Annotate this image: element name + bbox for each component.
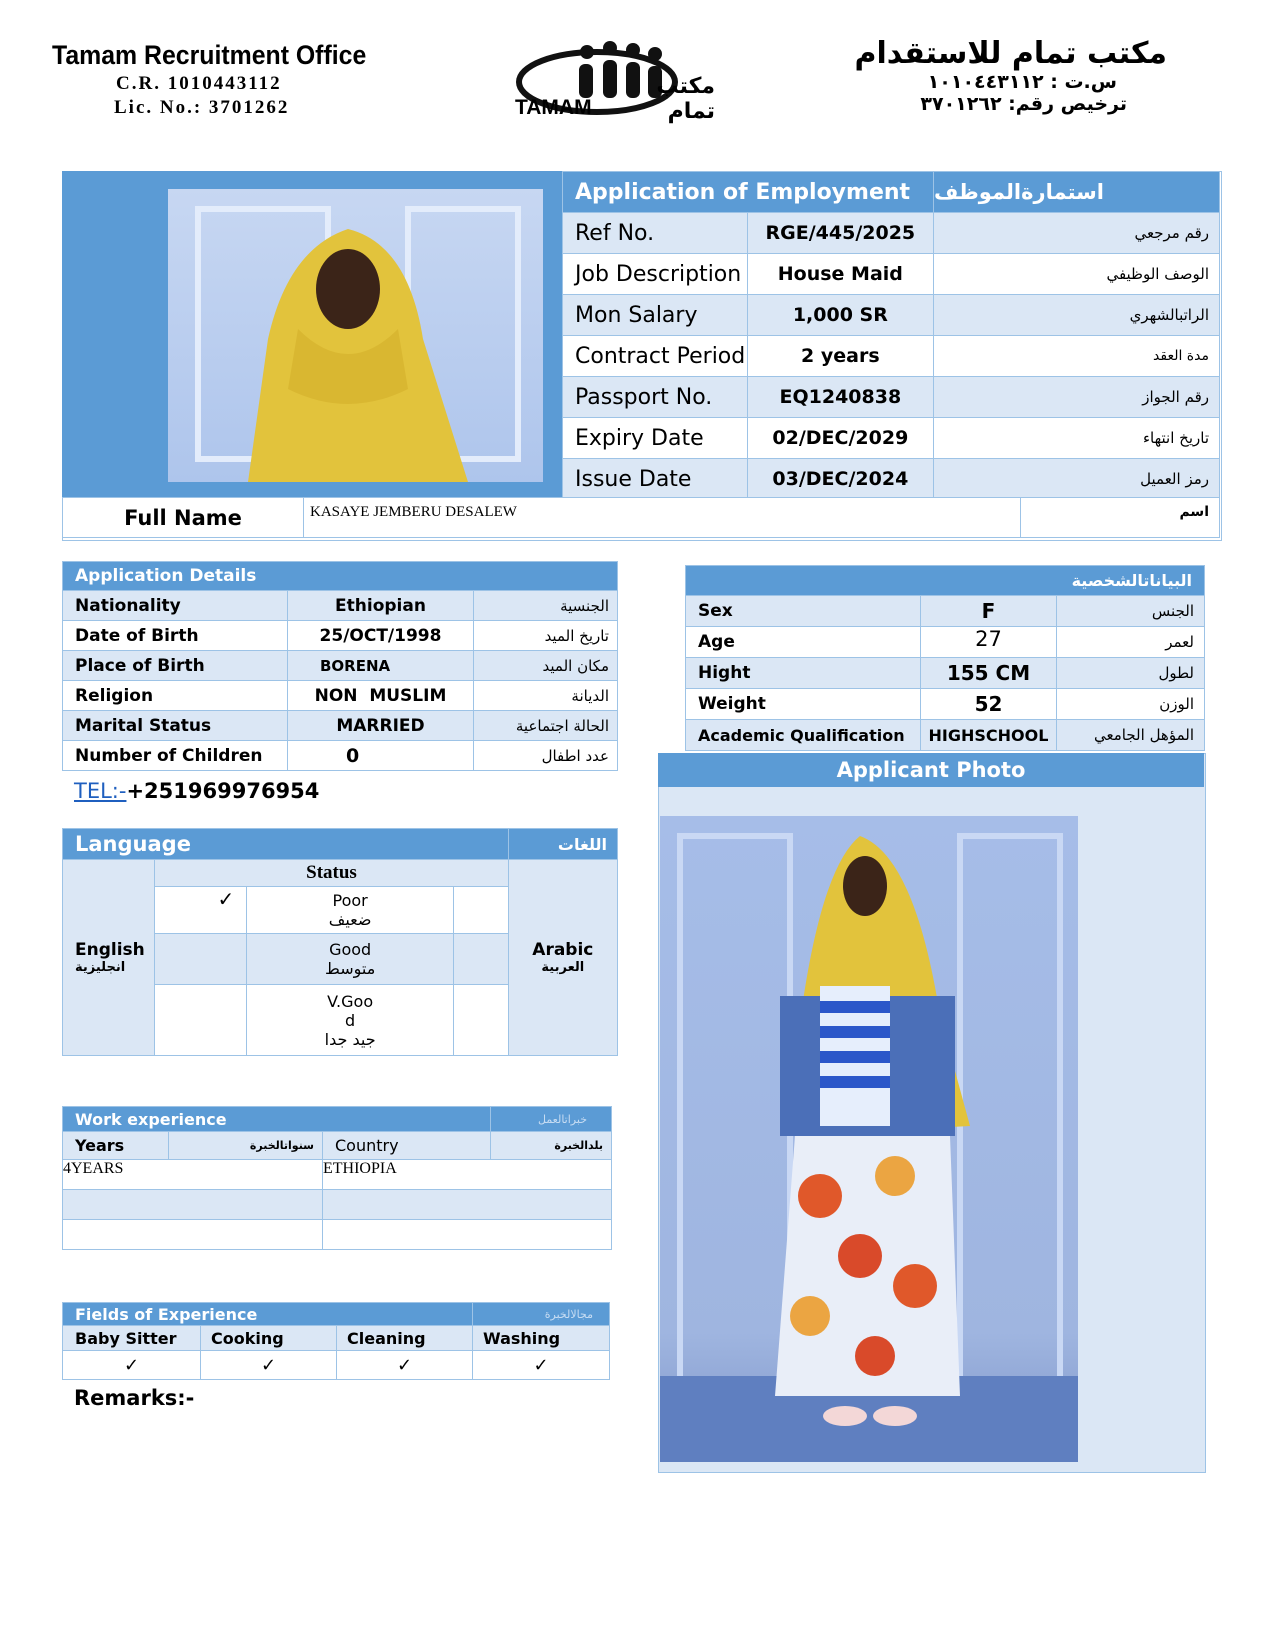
cr-number-en: C.R. 1010443112 xyxy=(116,73,282,94)
level-poor-ar: ضعيف xyxy=(328,910,372,929)
remarks-label: Remarks:- xyxy=(74,1386,195,1410)
dob-label-ar: تاريخ الميد xyxy=(474,621,618,651)
company-name-en: Tamam Recruitment Office xyxy=(52,40,367,70)
work-empty-row-1a xyxy=(63,1190,323,1220)
salary-value: 1,000 SR xyxy=(747,295,933,336)
full-name-row xyxy=(62,497,1220,538)
arabic-vgood-check xyxy=(453,985,508,1056)
work-empty-row-1b xyxy=(323,1190,612,1220)
dob-label: Date of Birth xyxy=(63,621,288,651)
applicant-portrait-photo xyxy=(168,189,543,482)
contract-period-label-ar: مدة العقد xyxy=(934,336,1220,377)
logo-text-en: TAMAM xyxy=(515,96,592,119)
arabic-good-check xyxy=(453,934,508,985)
pob-value: BORENA xyxy=(288,651,474,681)
license-number-en: Lic. No.: 3701262 xyxy=(114,97,290,118)
height-value: 155 CM xyxy=(921,658,1057,689)
applicant-full-photo xyxy=(660,816,1078,1462)
arabic-cell xyxy=(508,860,617,1056)
language-table xyxy=(62,828,618,1056)
full-name-value: KASAYE JEMBERU DESALEW xyxy=(304,498,1021,538)
field-washing: Washing xyxy=(473,1326,610,1351)
logo-text-ar: مكتب تمام xyxy=(656,74,715,124)
children-label-ar: عدد اطفال xyxy=(474,741,618,771)
ref-no-value: RGE/445/2025 xyxy=(747,213,933,254)
application-table xyxy=(562,171,1220,500)
marital-status-label-ar: الحالة اجتماعية xyxy=(474,711,618,741)
religion-label-ar: الديانة xyxy=(474,681,618,711)
weight-value: 52 xyxy=(921,689,1057,720)
passport-no-label-ar: رقم الجواز xyxy=(934,377,1220,418)
work-empty-row-2b xyxy=(323,1220,612,1250)
personal-title-ar: البياناتالشخصية xyxy=(686,566,1205,596)
nationality-label-ar: الجنسية xyxy=(474,591,618,621)
sex-value: F xyxy=(921,596,1057,627)
tel-label[interactable]: TEL:- xyxy=(74,779,127,803)
weight-label: Weight xyxy=(686,689,921,720)
marital-status-label: Marital Status xyxy=(63,711,288,741)
expiry-date-label-ar: تاريخ انتهاء xyxy=(934,418,1220,459)
work-empty-row-2a xyxy=(63,1220,323,1250)
license-number-ar: ترخيص رقم: ٣٧٠١٢٦٢ xyxy=(920,93,1127,115)
application-title-ar: استمارةالموظف xyxy=(934,172,1220,213)
expiry-date-label: Expiry Date xyxy=(563,418,748,459)
dob-value: 25/OCT/1998 xyxy=(288,621,474,651)
contract-period-value: 2 years xyxy=(747,336,933,377)
company-header-ar xyxy=(817,36,1167,115)
company-name-ar: مكتب تمام للاستقدام xyxy=(854,36,1167,71)
qualification-value: HIGHSCHOOL xyxy=(921,720,1057,751)
fields-title-ar: مجالالخبرة xyxy=(473,1303,610,1326)
level-good xyxy=(247,934,454,985)
country-label-ar: بلدالخبرة xyxy=(491,1132,612,1160)
language-title: Language xyxy=(63,829,509,860)
personal-data-table xyxy=(685,565,1205,751)
arabic-poor-check xyxy=(453,887,508,934)
job-description-value: House Maid xyxy=(747,254,933,295)
application-details-table xyxy=(62,561,618,771)
cooking-check: ✓ xyxy=(201,1351,337,1380)
religion-value: NON MUSLIM xyxy=(288,681,474,711)
telephone xyxy=(74,779,319,803)
country-label: Country xyxy=(323,1132,491,1160)
salary-label: Mon Salary xyxy=(563,295,748,336)
status-header: Status xyxy=(155,860,508,887)
arabic-label: Arabic xyxy=(532,940,594,960)
level-good-en: Good xyxy=(329,940,372,959)
job-description-label: Job Description xyxy=(563,254,748,295)
language-title-ar: اللغات xyxy=(508,829,617,860)
level-vgood xyxy=(247,985,454,1056)
age-value: 27 xyxy=(921,627,1057,658)
pob-label-ar: مكان الميد xyxy=(474,651,618,681)
sex-label: Sex xyxy=(686,596,921,627)
field-cooking: Cooking xyxy=(201,1326,337,1351)
qualification-label-ar: المؤهل الجامعي xyxy=(1057,720,1205,751)
level-vgood-en1: V.Goo xyxy=(327,991,374,1011)
level-vgood-ar: جيد جدا xyxy=(324,1029,376,1049)
years-label-ar: سنواتالخبرة xyxy=(169,1132,323,1160)
baby-sitter-check: ✓ xyxy=(63,1351,201,1380)
nationality-value: Ethiopian xyxy=(288,591,474,621)
full-name-label-ar: اسم xyxy=(1021,498,1220,538)
contract-period-label: Contract Period xyxy=(563,336,748,377)
washing-check: ✓ xyxy=(473,1351,610,1380)
tamam-logo xyxy=(515,38,715,123)
passport-no-label: Passport No. xyxy=(563,377,748,418)
level-poor xyxy=(247,887,454,934)
company-header-en xyxy=(52,40,412,119)
weight-label-ar: الوزن xyxy=(1057,689,1205,720)
english-good-check xyxy=(155,934,247,985)
expiry-date-value: 02/DEC/2029 xyxy=(747,418,933,459)
age-label: Age xyxy=(686,627,921,658)
sex-label-ar: الجنس xyxy=(1057,596,1205,627)
english-vgood-check xyxy=(155,985,247,1056)
passport-no-value: EQ1240838 xyxy=(747,377,933,418)
full-name-label: Full Name xyxy=(63,498,304,538)
work-title-ar: خبراتالعمل xyxy=(491,1107,612,1132)
issue-date-label-ar: رمز العميل xyxy=(934,459,1220,500)
age-label-ar: لعمر xyxy=(1057,627,1205,658)
arabic-label-ar: العربية xyxy=(541,960,585,975)
children-value: 0 xyxy=(288,741,474,771)
level-poor-en: Poor xyxy=(332,891,368,910)
country-value: ETHIOPIA xyxy=(323,1160,612,1190)
marital-status-value: MARRIED xyxy=(288,711,474,741)
details-title: Application Details xyxy=(63,562,618,591)
ref-no-label: Ref No. xyxy=(563,213,748,254)
application-title-en: Application of Employment xyxy=(563,172,934,213)
field-baby-sitter: Baby Sitter xyxy=(63,1326,201,1351)
height-label: Hight xyxy=(686,658,921,689)
years-label: Years xyxy=(63,1132,169,1160)
english-label: English xyxy=(75,940,145,960)
level-good-ar: متوسط xyxy=(325,959,376,978)
work-title: Work experience xyxy=(63,1107,491,1132)
cr-number-ar: س.ت : ١٠١٠٤٤٣١١٢ xyxy=(927,71,1117,93)
field-cleaning: Cleaning xyxy=(337,1326,473,1351)
pob-label: Place of Birth xyxy=(63,651,288,681)
english-poor-check: ✓ xyxy=(155,887,247,934)
fields-of-experience-table xyxy=(62,1302,610,1380)
ref-no-label-ar: رقم مرجعي xyxy=(934,213,1220,254)
issue-date-value: 03/DEC/2024 xyxy=(747,459,933,500)
english-label-ar: انجليزية xyxy=(75,960,126,975)
job-description-label-ar: الوصف الوظيفي xyxy=(934,254,1220,295)
religion-label: Religion xyxy=(63,681,288,711)
level-vgood-en2: d xyxy=(345,1010,356,1030)
issue-date-label: Issue Date xyxy=(563,459,748,500)
height-label-ar: لطول xyxy=(1057,658,1205,689)
children-label: Number of Children xyxy=(63,741,288,771)
work-experience-table xyxy=(62,1106,612,1250)
fields-title: Fields of Experience xyxy=(63,1303,473,1326)
cleaning-check: ✓ xyxy=(337,1351,473,1380)
nationality-label: Nationality xyxy=(63,591,288,621)
english-cell xyxy=(63,860,155,1056)
qualification-label: Academic Qualification xyxy=(686,720,921,751)
applicant-photo-title: Applicant Photo xyxy=(658,753,1204,787)
years-value: 4YEARS xyxy=(63,1160,323,1190)
salary-label-ar: الراتبالشهري xyxy=(934,295,1220,336)
tel-number: +251969976954 xyxy=(126,779,320,803)
